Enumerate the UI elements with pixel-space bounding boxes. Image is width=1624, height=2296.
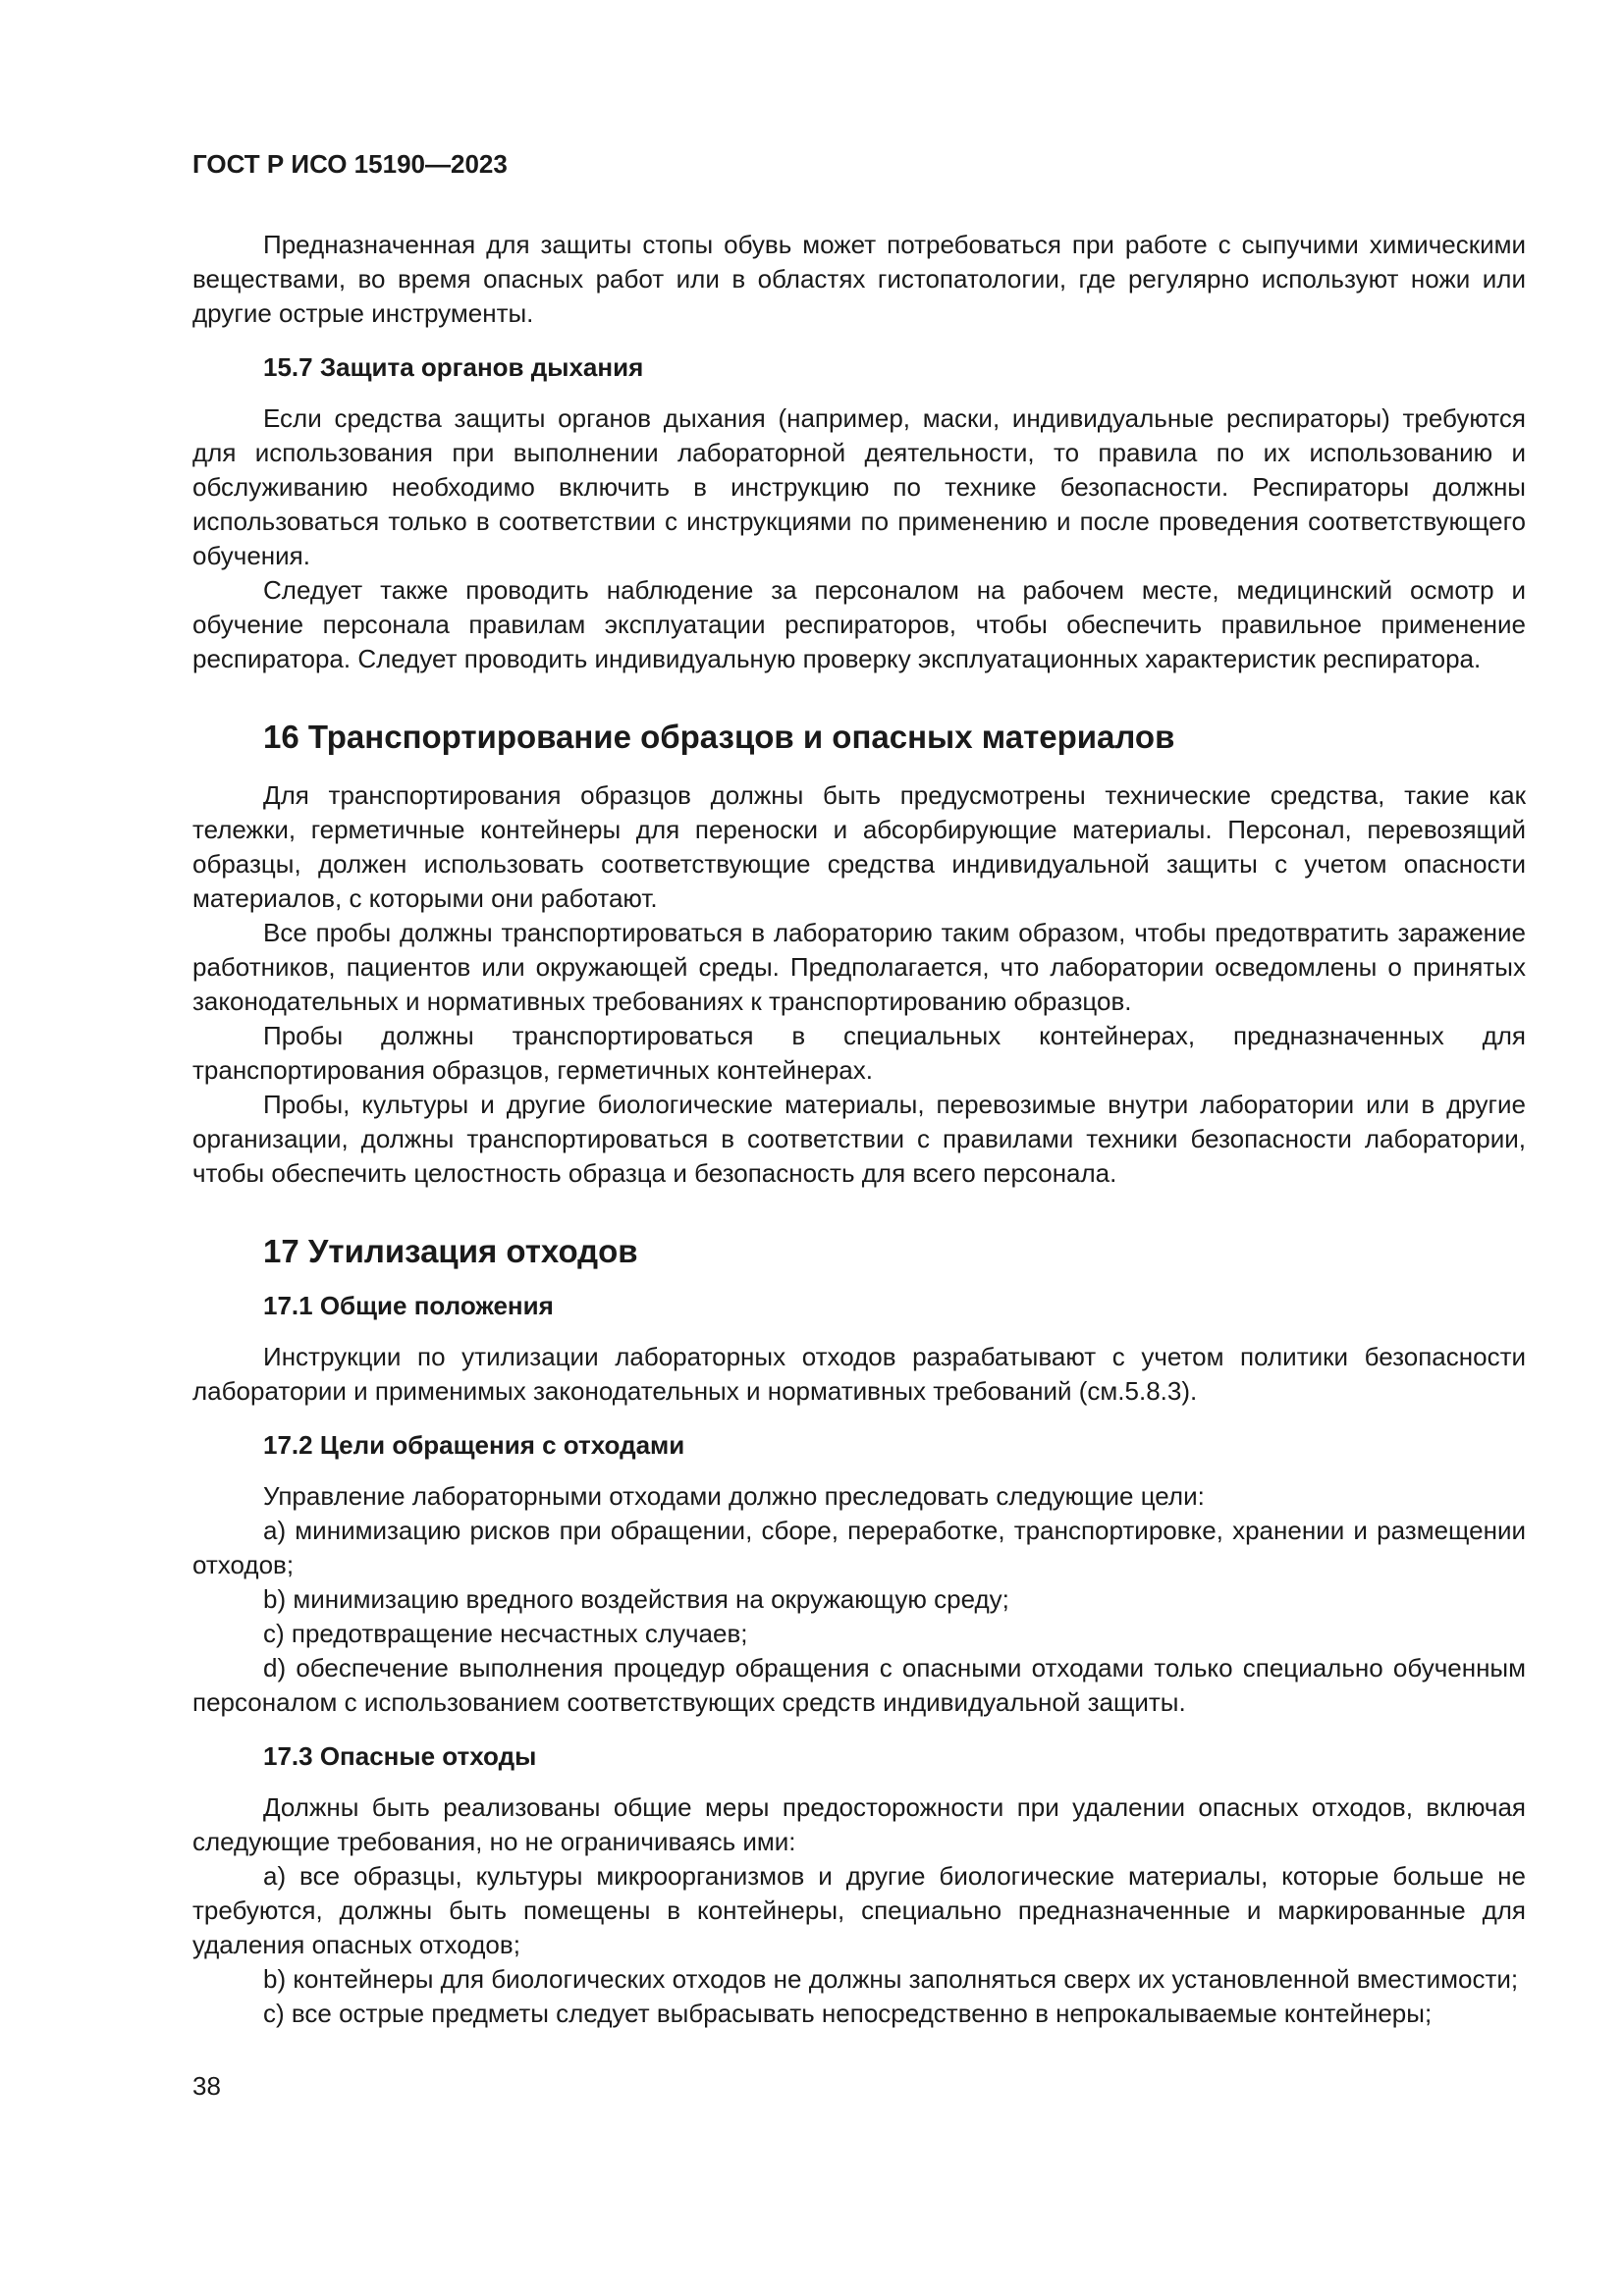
subsection-title-15-7: 15.7 Защита органов дыхания [263, 352, 644, 382]
paragraph-footwear: Предназначенная для защиты стопы обувь может потребоваться при работе с сыпучими химическими веществами, во время опасных работ или в областях гистопатологии, где регулярно используют ножи или другие острые инструменты. [192, 230, 1526, 328]
document-code-header: ГОСТ Р ИСО 15190—2023 [192, 149, 508, 179]
section-title-17: 17 Утилизация отходов [263, 1233, 638, 1269]
list-item-goal-d: d) обеспечение выполнения процедур обращения с опасными отходами только специально обученным персоналом с использованием соответствующих средств индивидуальной защиты. [192, 1653, 1526, 1717]
paragraph-transport-1: Для транспортирования образцов должны быть предусмотрены технические средства, такие как тележки, герметичные контейнеры для переноски и абсорбирующие материалы. Персонал, перевозящий образцы, должен использовать соответствующие средства индивидуальной защиты с учетом опасности материалов, с которыми они работают. [192, 780, 1526, 913]
paragraph-transport-2: Все пробы должны транспортироваться в лабораторию таким образом, чтобы предотвратить заражение работников, пациентов или окружающей среды. Предполагается, что лаборатории осведомлены о принятых законодательных и нормативных требованиях к транспортированию образцов. [192, 918, 1526, 1016]
list-item-goal-a: a) минимизацию рисков при обращении, сборе, переработке, транспортировке, хранении и размещении отходов; [192, 1516, 1526, 1579]
subsection-title-17-2: 17.2 Цели обращения с отходами [263, 1430, 685, 1460]
list-item-hazardous-c: c) все острые предметы следует выбрасывать непосредственно в непрокалываемые контейнеры; [263, 1999, 1433, 2028]
list-item-hazardous-a: a) все образцы, культуры микроорганизмов и другие биологические материалы, которые больше не требуются, должны быть помещены в контейнеры, специально предназначенные и маркированные для удаления опасных отходов; [192, 1861, 1526, 1959]
subsection-title-17-1: 17.1 Общие положения [263, 1291, 554, 1320]
paragraph-respiratory-1: Если средства защиты органов дыхания (например, маски, индивидуальные респираторы) требуются для использования при выполнении лабораторной деятельности, то правила по их использованию и обслуживанию необходимо включить в инструкцию по технике безопасности. Респираторы должны использоваться только в соответствии с инструкциями по применению и после проведения соответствующего обучения. [192, 403, 1526, 570]
subsection-title-17-3: 17.3 Опасные отходы [263, 1741, 537, 1771]
list-item-goal-b: b) минимизацию вредного воздействия на окружающую среду; [263, 1584, 1009, 1614]
paragraph-hazardous-intro: Должны быть реализованы общие меры предосторожности при удалении опасных отходов, включая следующие требования, но не ограничиваясь ими: [192, 1792, 1526, 1856]
paragraph-transport-3: Пробы должны транспортироваться в специальных контейнерах, предназначенных для транспортирования образцов, герметичных контейнерах. [192, 1021, 1526, 1085]
list-item-hazardous-b: b) контейнеры для биологических отходов не должны заполняться сверх их установленной вместимости; [263, 1964, 1519, 1994]
paragraph-transport-4: Пробы, культуры и другие биологические материалы, перевозимые внутри лаборатории или в другие организации, должны транспортироваться в соответствии с правилами техники безопасности лаборатории, чтобы обеспечить целостность образца и безопасность для всего персонала. [192, 1090, 1526, 1188]
page-number: 38 [192, 2071, 221, 2101]
paragraph-waste-general: Инструкции по утилизации лабораторных отходов разрабатывают с учетом политики безопасности лаборатории и применимых законодательных и нормативных требований (см.5.8.3). [192, 1342, 1526, 1406]
section-title-16: 16 Транспортирование образцов и опасных материалов [263, 719, 1175, 755]
paragraph-waste-goals-intro: Управление лабораторными отходами должно преследовать следующие цели: [263, 1481, 1205, 1511]
paragraph-respiratory-2: Следует также проводить наблюдение за персоналом на рабочем месте, медицинский осмотр и обучение персонала правилам эксплуатации респираторов, чтобы обеспечить правильное применение респиратора. Следует проводить индивидуальную проверку эксплуатационных характеристик респиратора. [192, 575, 1526, 673]
list-item-goal-c: c) предотвращение несчастных случаев; [263, 1619, 748, 1648]
